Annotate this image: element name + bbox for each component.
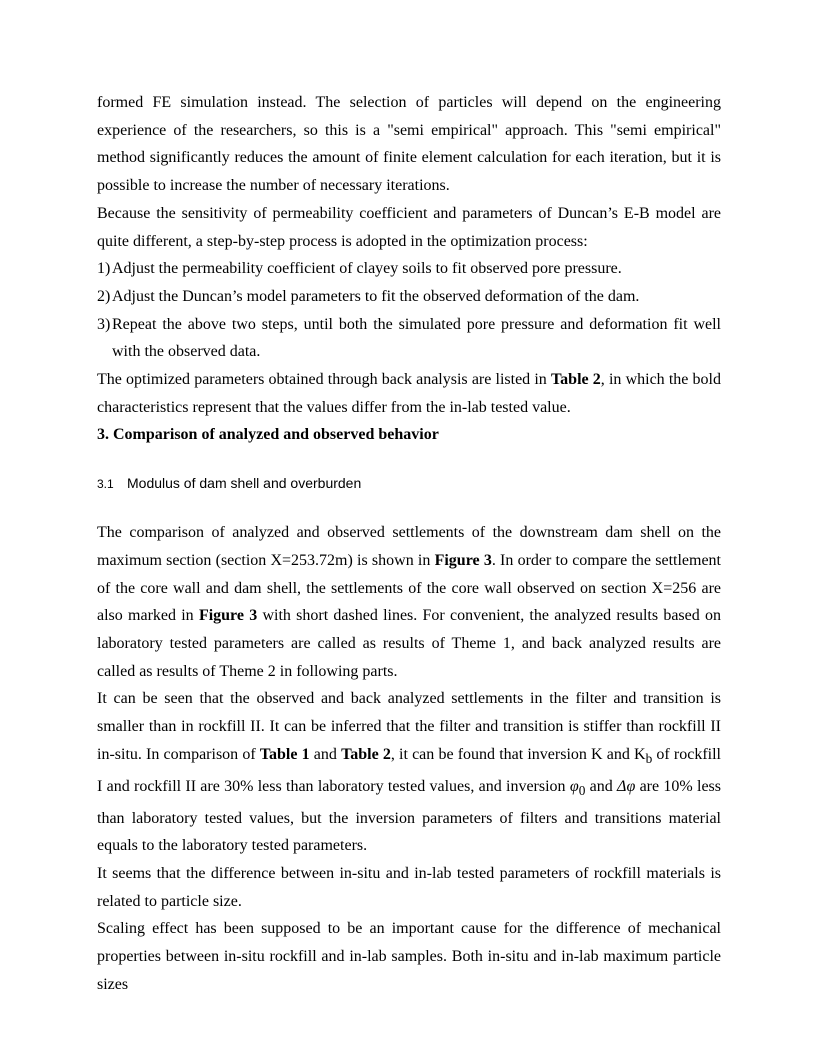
- table-1-reference: Table 1: [259, 745, 310, 763]
- table-2-reference: Table 2: [550, 371, 601, 389]
- figure-3-reference: Figure 3: [198, 607, 258, 625]
- paragraph-particle-size: It seems that the difference between in-situ and in-lab tested parameters of rockfill materials is related to particle size.: [97, 864, 721, 910]
- paragraph-optimized-parameters: The optimized parameters obtained through back analysis are listed in Table 2, in which the bold characteristics represent that the values differ from the in-lab tested value.: [97, 371, 722, 416]
- subsection-title: Modulus of dam shell and overburden: [127, 475, 362, 492]
- list-item-text: Repeat the above two steps, until both the simulated pore pressure and deformation fit well with the observed data.: [112, 315, 721, 361]
- list-item: [97, 311, 721, 366]
- paragraph-semi-empirical: formed FE simulation instead. The selection of particles will depend on the engineering experience of the researchers, so this is a "semi empirical" approach. This "semi empirical" method significantly reduces the amount of finite element calculation for each iteration, but it is possible to increase the number of necessary iterations.: [97, 94, 721, 195]
- paragraph-settlement-comparison: The comparison of analyzed and observed settlements of the downstream dam shell on the maximum section (section X=253.72m) is shown in Figure 3. In order to compare the settlement of the core wall and dam shell, the settlements of the core wall observed on section X=256 are also marked in Figure 3 with short dashed lines. For convenient, the analyzed results based on laboratory tested parameters are called as results of Theme 1, and back analyzed results are called as results of Theme 2 in following parts.: [97, 524, 722, 680]
- table-2-reference: Table 2: [341, 745, 391, 763]
- paper-page: [97, 89, 721, 998]
- list-item-number: 3): [97, 315, 111, 333]
- list-item-number: 1): [97, 260, 111, 278]
- paragraph-filter-transition: It can be seen that the observed and back analyzed settlements in the filter and transition is smaller than in rockfill II. It can be inferred that the filter and transition is stiffer than rockfill II in-situ. In comparison of Table 1 and Table 2, it can be found that inversion K and $K_b$ of rockfill I and rockfill II are 30% less than laboratory tested values, and inversion $\varphi_0$ and Δφ are 10% less than laboratory tested values, but the inversion parameters of filters and transitions material equals to the laboratory tested parameters.: [97, 690, 721, 855]
- list-item: [97, 255, 721, 283]
- paragraph-scaling-effect: Scaling effect has been supposed to be an important cause for the difference of mechanical properties between in-situ rockfill and in-lab samples. Both in-situ and in-lab maximum particle sizes: [97, 920, 721, 993]
- figure-3-reference: Figure 3: [434, 551, 492, 569]
- subsection-number: 3.1: [97, 477, 114, 492]
- list-item: [97, 283, 721, 311]
- section-heading: 3. Comparison of analyzed and observed behavior: [97, 426, 439, 444]
- list-item-text: Adjust the permeability coefficient of clayey soils to fit observed pore pressure.: [112, 260, 622, 278]
- paragraph-step-process: Because the sensitivity of permeability coefficient and parameters of Duncan’s E-B model are quite different, a step-by-step process is adopted in the optimization process:: [97, 204, 721, 250]
- list-item-number: 2): [97, 287, 111, 305]
- list-item-text: Adjust the Duncan’s model parameters to fit the observed deformation of the dam.: [112, 287, 640, 305]
- subsection-heading: [97, 473, 721, 494]
